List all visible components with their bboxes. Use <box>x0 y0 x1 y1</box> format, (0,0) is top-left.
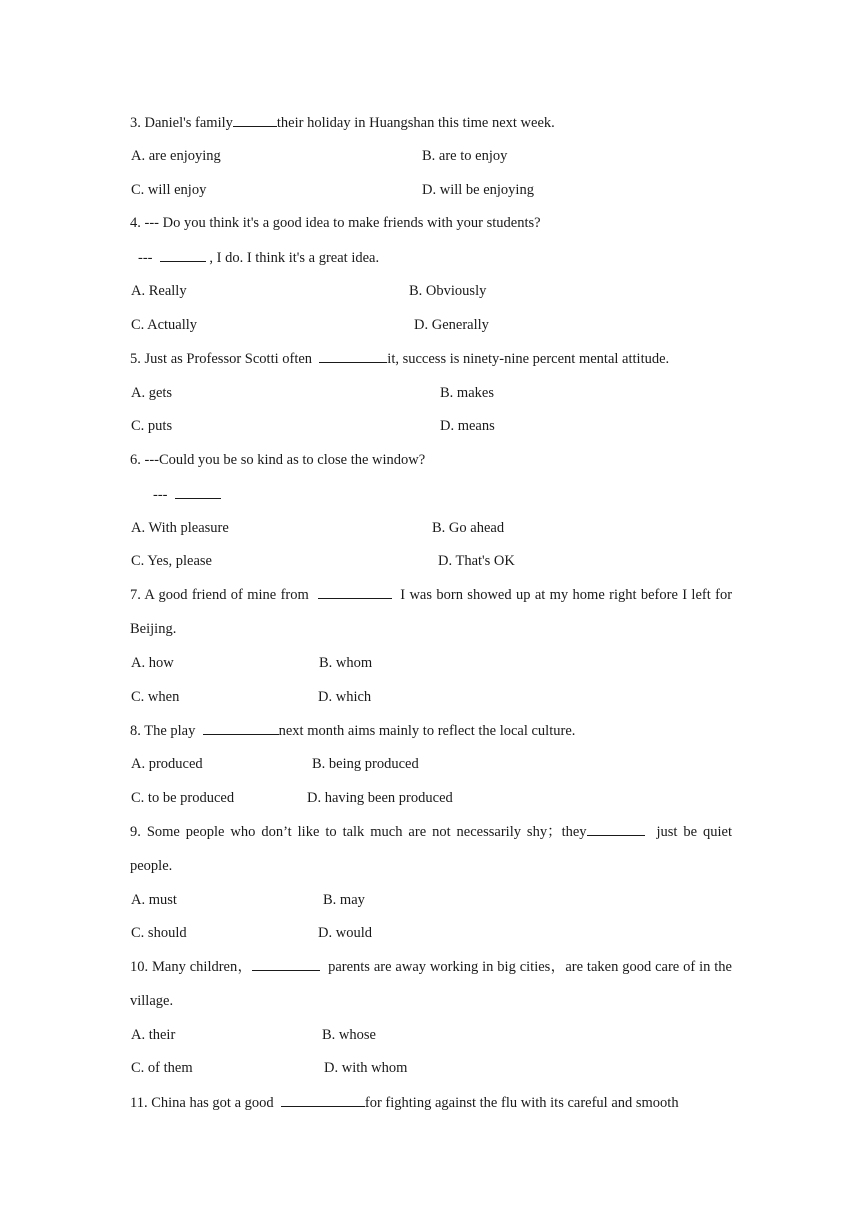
answer-blank <box>318 584 392 599</box>
option-d: D. with whom <box>324 1060 408 1076</box>
option-d: D. will be enjoying <box>422 182 534 198</box>
option-a: A. Really <box>131 283 187 299</box>
option-d: D. having been produced <box>307 790 453 806</box>
answer-blank <box>587 821 645 836</box>
option-c: C. will enjoy <box>131 182 207 198</box>
option-c: C. when <box>131 689 180 705</box>
option-d: D. Generally <box>414 317 489 333</box>
question-7-stem: 7. A good friend of mine from I was born showed up at my home right before I left for Beijing. <box>130 578 732 646</box>
question-4-reply: --- , I do. I think it's a great idea. <box>138 247 379 268</box>
answer-blank <box>281 1092 365 1107</box>
question-6-stem: 6. ---Could you be so kind as to close the window? <box>130 452 426 468</box>
option-c: C. should <box>131 925 187 941</box>
option-a: A. gets <box>131 385 173 401</box>
option-c: C. to be produced <box>131 790 235 806</box>
option-b: B. being produced <box>312 756 419 772</box>
question-6-reply: --- <box>153 484 221 505</box>
option-c: C. Yes, please <box>131 553 212 569</box>
answer-blank <box>175 484 221 499</box>
option-c: C. of them <box>131 1060 193 1076</box>
option-d: D. which <box>318 689 372 705</box>
answer-blank <box>233 112 277 127</box>
option-b: B. may <box>323 892 365 908</box>
question-8-stem: 8. The play next month aims mainly to reflect the local culture. <box>130 720 575 741</box>
question-11-stem: 11. China has got a good for fighting against the flu with its careful and smooth <box>130 1086 732 1120</box>
option-b: B. whom <box>319 655 373 671</box>
option-b: B. whose <box>322 1027 376 1043</box>
question-3-stem: 3. Daniel's family their holiday in Huangshan this time next week. <box>130 112 555 133</box>
option-d: D. means <box>440 418 495 434</box>
question-5-stem: 5. Just as Professor Scotti often it, success is ninety-nine percent mental attitude. <box>130 348 669 369</box>
option-a: A. their <box>131 1027 176 1043</box>
answer-blank <box>252 956 320 971</box>
answer-blank <box>203 720 279 735</box>
option-b: B. Go ahead <box>432 520 505 536</box>
question-10-stem: 10. Many children， parents are away working in big cities，are taken good care of in the village. <box>130 950 732 1018</box>
option-a: A. are enjoying <box>131 148 221 164</box>
option-b: B. Obviously <box>409 283 487 299</box>
option-a: A. With pleasure <box>131 520 229 536</box>
option-a: A. produced <box>131 756 203 772</box>
option-b: B. are to enjoy <box>422 148 508 164</box>
option-c: C. puts <box>131 418 173 434</box>
option-b: B. makes <box>440 385 494 401</box>
option-d: D. That's OK <box>438 553 515 569</box>
option-d: D. would <box>318 925 372 941</box>
option-c: C. Actually <box>131 317 198 333</box>
question-9-stem: 9. Some people who don’t like to talk much are not necessarily shy；they just be quiet people. <box>130 815 732 883</box>
answer-blank <box>160 247 206 262</box>
option-a: A. must <box>131 892 177 908</box>
question-4-stem: 4. --- Do you think it's a good idea to make friends with your students? <box>130 215 541 231</box>
option-a: A. how <box>131 655 174 671</box>
answer-blank <box>319 348 387 363</box>
